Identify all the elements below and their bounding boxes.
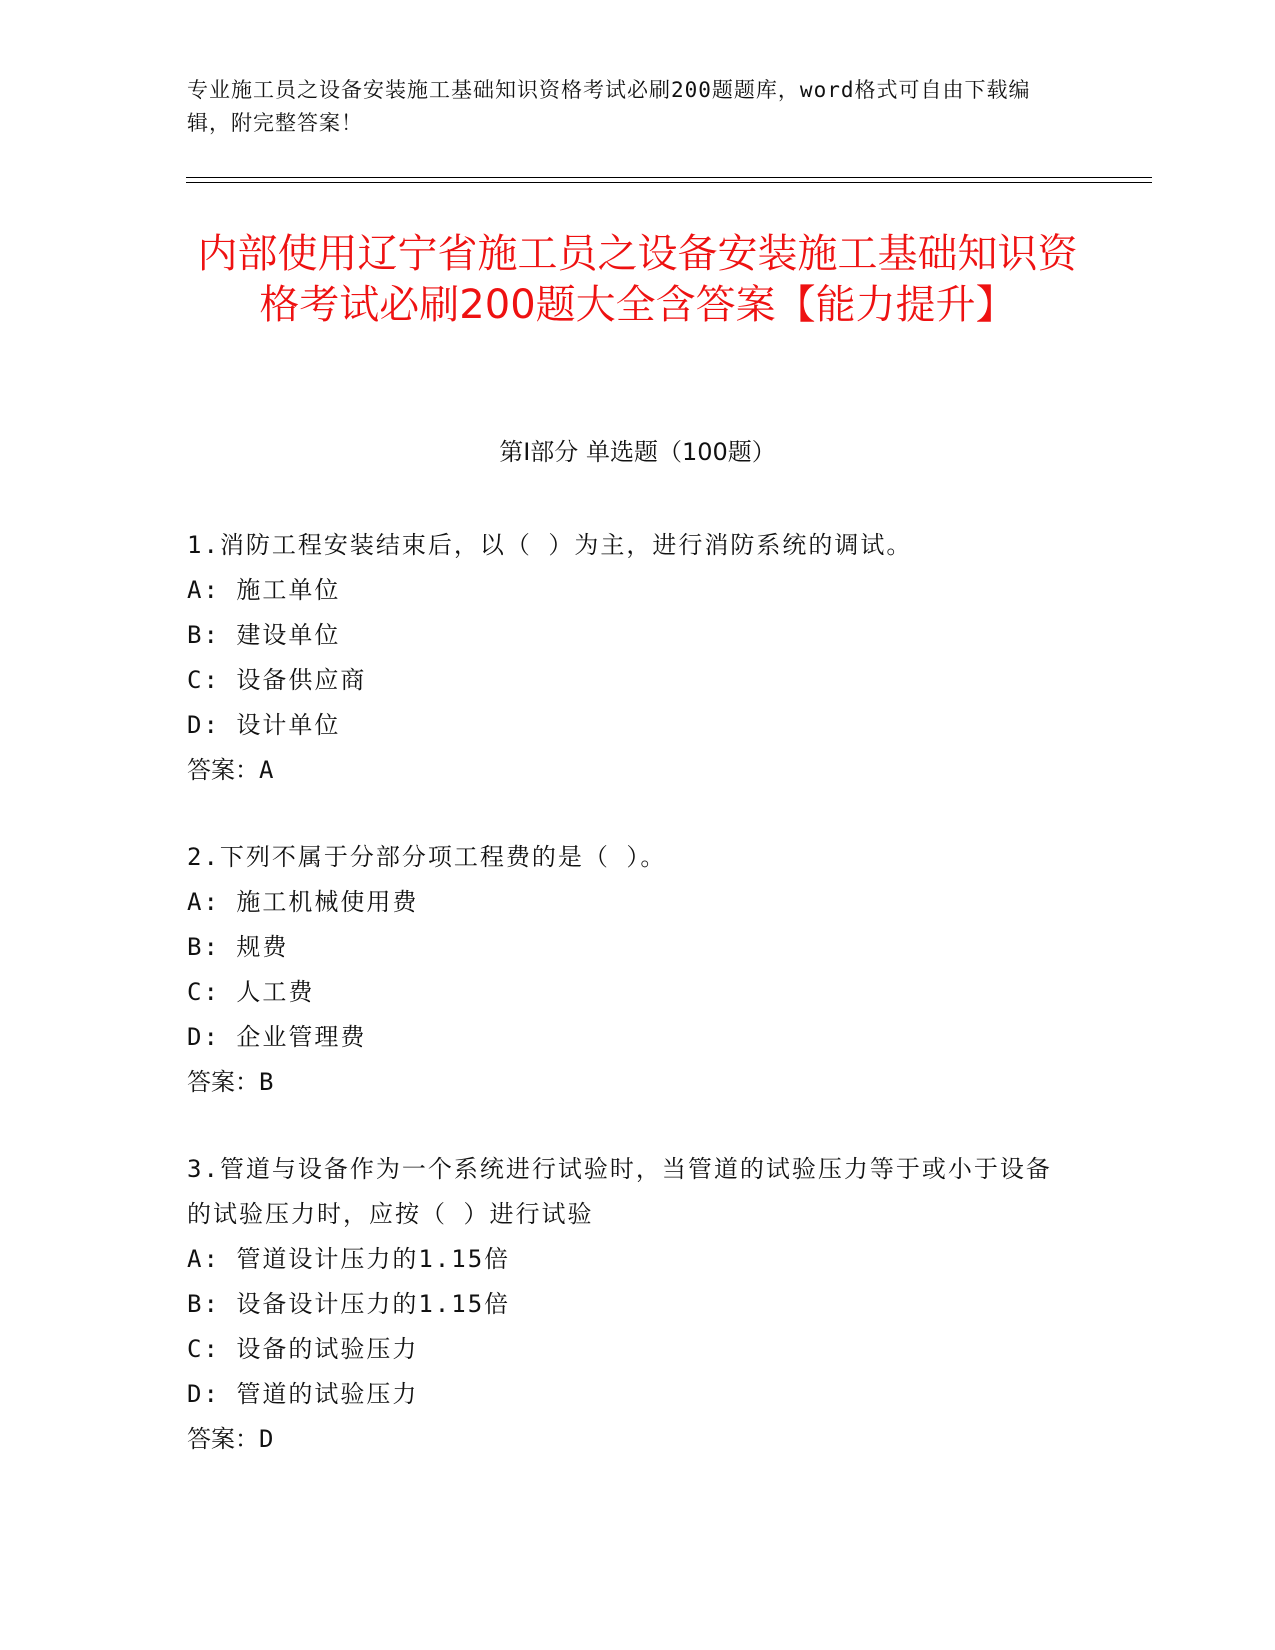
option-d: D: 企业管理费: [187, 1023, 367, 1051]
header-intro-text: 专业施工员之设备安装施工基础知识资格考试必刷200题题库，word格式可自由下载编辑，附完整答案！: [187, 78, 1031, 135]
question-spacer: [187, 1105, 1067, 1147]
section-heading: 第Ⅰ部分 单选题（100题）: [499, 438, 776, 466]
header-divider-top: [186, 177, 1152, 178]
option-a: A: 施工单位: [187, 576, 341, 604]
answer-value: A: [259, 756, 274, 784]
question-item: [187, 523, 1067, 793]
header-divider-bottom: [186, 182, 1152, 183]
question-item: [187, 835, 1067, 1105]
answer-label: 答案：: [187, 1425, 259, 1453]
option-d: D: 设计单位: [187, 711, 341, 739]
question-stem: 3.管道与设备作为一个系统进行试验时，当管道的试验压力等于或小于设备的试验压力时，应按（ ）进行试验: [187, 1155, 1052, 1228]
question-stem: 1.消防工程安装结束后，以（ ）为主，进行消防系统的调试。: [187, 531, 913, 559]
answer-line: [187, 748, 1067, 793]
option-a: A: 管道设计压力的1.15倍: [187, 1245, 511, 1273]
answer-value: D: [259, 1425, 274, 1453]
option-b: B: 规费: [187, 933, 289, 961]
option-c: C: 设备的试验压力: [187, 1335, 419, 1363]
option-b: B: 设备设计压力的1.15倍: [187, 1290, 511, 1318]
answer-line: [187, 1417, 1067, 1462]
question-spacer: [187, 793, 1067, 835]
answer-line: [187, 1060, 1067, 1105]
option-b: B: 建设单位: [187, 621, 341, 649]
answer-label: 答案：: [187, 756, 259, 784]
question-item: [187, 1147, 1067, 1462]
option-a: A: 施工机械使用费: [187, 888, 419, 916]
document-title: 内部使用辽宁省施工员之设备安装施工基础知识资格考试必刷200题大全含答案【能力提升】: [197, 231, 1078, 328]
answer-value: B: [259, 1068, 274, 1096]
answer-label: 答案：: [187, 1068, 259, 1096]
option-d: D: 管道的试验压力: [187, 1380, 419, 1408]
question-list: [187, 523, 1067, 1462]
option-c: C: 设备供应商: [187, 666, 367, 694]
option-c: C: 人工费: [187, 978, 315, 1006]
question-stem: 2.下列不属于分部分项工程费的是（ ）。: [187, 843, 667, 871]
